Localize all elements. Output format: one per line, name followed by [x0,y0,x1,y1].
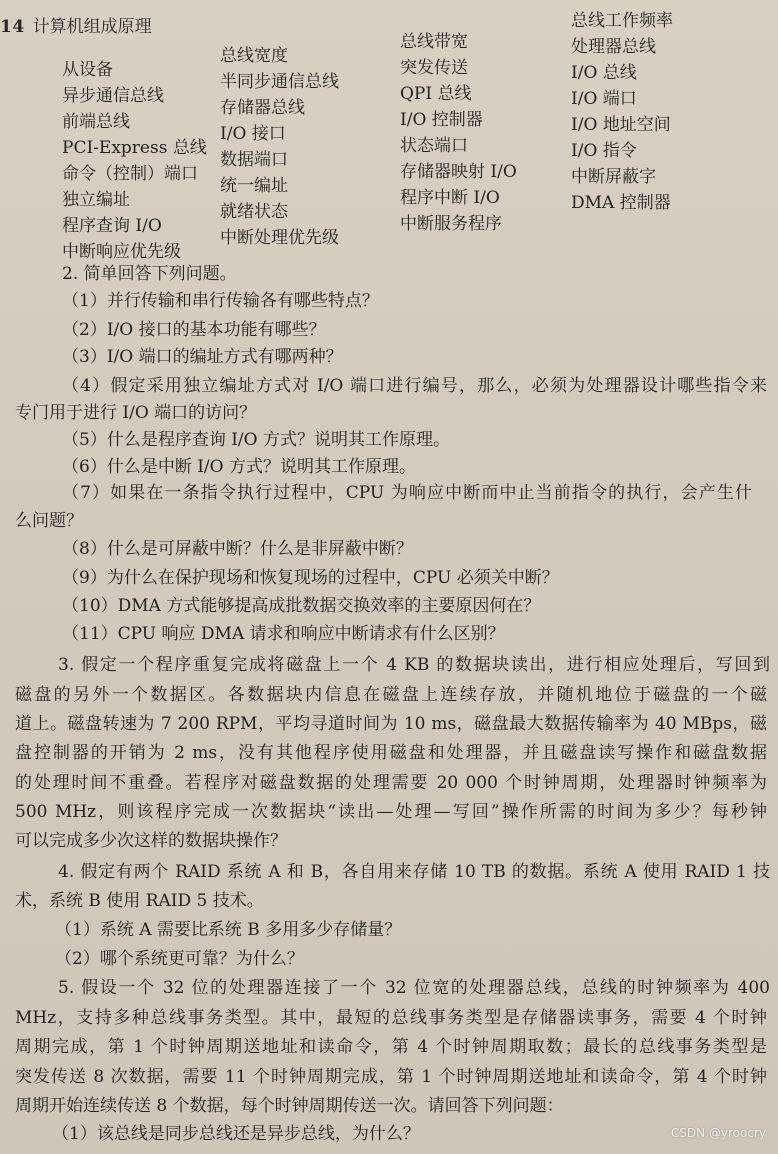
term: I/O 指令 [571,141,637,161]
question-line: 周期开始连续传送 8 个数据，每个时钟周期传送一次。请回答下列问题： [15,1096,564,1116]
question-line: （6）什么是中断 I/O 方式？说明其工作原理。 [62,457,417,477]
term: 存储器映射 I/O [400,162,517,182]
term: 总线带宽 [400,32,468,52]
question-line: 道上。磁盘转速为 7 200 RPM，平均寻道时间为 10 ms，磁盘最大数据传输率为 40 MBps，磁 [15,714,767,734]
question-heading: 4. 假定有两个 RAID 系统 A 和 B，各自用来存储 10 TB 的数据。系统 A 使用 RAID 1 技 [58,862,770,882]
term: PCI-Express 总线 [62,138,207,158]
term: I/O 地址空间 [571,115,671,135]
term: 数据端口 [220,150,288,170]
term: QPI 总线 [400,84,472,104]
question-line: 术，系统 B 使用 RAID 5 技术。 [15,891,264,911]
terms-column-4 [571,8,673,216]
term: 独立编址 [62,190,130,210]
question-line: 500 MHz，则该程序完成一次数据块“读出—处理—写回”操作所需的时间为多少？每秒钟 [15,802,767,822]
term: 统一编址 [220,176,288,196]
term: 中断服务程序 [400,214,502,234]
term: 程序查询 I/O [62,216,162,236]
page-number: 14 [0,17,25,37]
term: 存储器总线 [220,98,305,118]
question-line: （8）什么是可屏蔽中断？什么是非屏蔽中断？ [62,539,413,559]
question-line: （5）什么是程序查询 I/O 方式？说明其工作原理。 [62,430,451,450]
question-line: （1）该总线是同步总线还是异步总线，为什么？ [52,1124,420,1144]
term: 处理器总线 [571,37,656,57]
question-heading: 5. 假设一个 32 位的处理器连接了一个 32 位宽的处理器总线，总线的时钟频率为 400 [58,978,770,998]
term: I/O 控制器 [400,110,483,130]
page-header [0,12,152,37]
term: 前端总线 [62,112,130,132]
terms-column-2 [220,43,339,251]
question-line: （2）哪个系统更可靠？为什么？ [55,949,304,969]
question-line: 周期完成，第 1 个时钟周期送地址和读命令，第 4 个时钟周期取数；最长的总线事务类型是 [15,1037,767,1057]
question-line: 专门用于进行 I/O 端口的访问？ [15,403,257,423]
term: 程序中断 I/O [400,188,500,208]
question-line: 么问题？ [15,511,83,531]
term: 总线工作频率 [571,11,673,31]
question-line: （7）如果在一条指令执行过程中，CPU 为响应中断而中止当前指令的执行，会产生什 [62,483,752,503]
term: 异步通信总线 [62,86,164,106]
term: 总线宽度 [220,46,288,66]
term: I/O 端口 [571,89,637,109]
term: 中断屏蔽字 [571,167,656,187]
question-line: 的处理时间不重叠。若程序对磁盘数据的处理需要 20 000 个时钟周期，处理器时钟频率为 [15,773,767,793]
question-line: 突发传送 8 次数据，需要 11 个时钟周期完成，第 1 个时钟周期送地址和读命令，第 4 个时钟 [15,1067,767,1087]
question-line: （10）DMA 方式能够提高成批数据交换效率的主要原因何在？ [62,596,541,616]
term: DMA 控制器 [571,193,671,213]
question-line: （4）假定采用独立编址方式对 I/O 端口进行编号，那么，必须为处理器设计哪些指令来 [62,376,767,396]
question-line: 可以完成多少次这样的数据块操作？ [15,831,287,851]
term: 从设备 [62,60,113,80]
question-line: （9）为什么在保护现场和恢复现场的过程中，CPU 必须关中断？ [62,568,559,588]
term: 就绪状态 [220,202,288,222]
question-line: MHz，支持多种总线事务类型。其中，最短的总线事务类型是存储器读事务，需要 4 个时钟 [15,1008,767,1028]
term: I/O 接口 [220,124,286,144]
question-line: （2）I/O 接口的基本功能有哪些？ [62,320,326,340]
question-line: （11）CPU 响应 DMA 请求和响应中断请求有什么区别？ [62,624,505,644]
terms-column-3 [400,29,517,237]
term: 中断响应优先级 [62,242,181,262]
question-line: 磁盘的另外一个数据区。各数据块内信息在磁盘上连续存放，并随机地位于磁盘的一个磁 [15,685,767,705]
term: 状态端口 [400,136,468,156]
terms-column-1 [62,57,207,265]
term: 命令（控制）端口 [62,164,198,184]
term: I/O 总线 [571,63,637,83]
question-line: （1）系统 A 需要比系统 B 多用多少存储量？ [55,920,402,940]
csdn-watermark: CSDN @yroocry [670,1126,766,1140]
question-heading: 3. 假定一个程序重复完成将磁盘上一个 4 KB 的数据块读出，进行相应处理后，写回到 [58,655,770,675]
book-title: 计算机组成原理 [32,17,152,37]
term: 半同步通信总线 [220,72,339,92]
term: 中断处理优先级 [220,228,339,248]
question-line: 盘控制器的开销为 2 ms，没有其他程序使用磁盘和处理器，并且磁盘读写操作和磁盘数据 [15,743,767,763]
term: 突发传送 [400,58,468,78]
question-line: （3）I/O 端口的编址方式有哪两种？ [62,347,343,367]
question-line: （1）并行传输和串行传输各有哪些特点？ [62,291,379,311]
question-heading: 2. 简单回答下列问题。 [62,264,237,284]
